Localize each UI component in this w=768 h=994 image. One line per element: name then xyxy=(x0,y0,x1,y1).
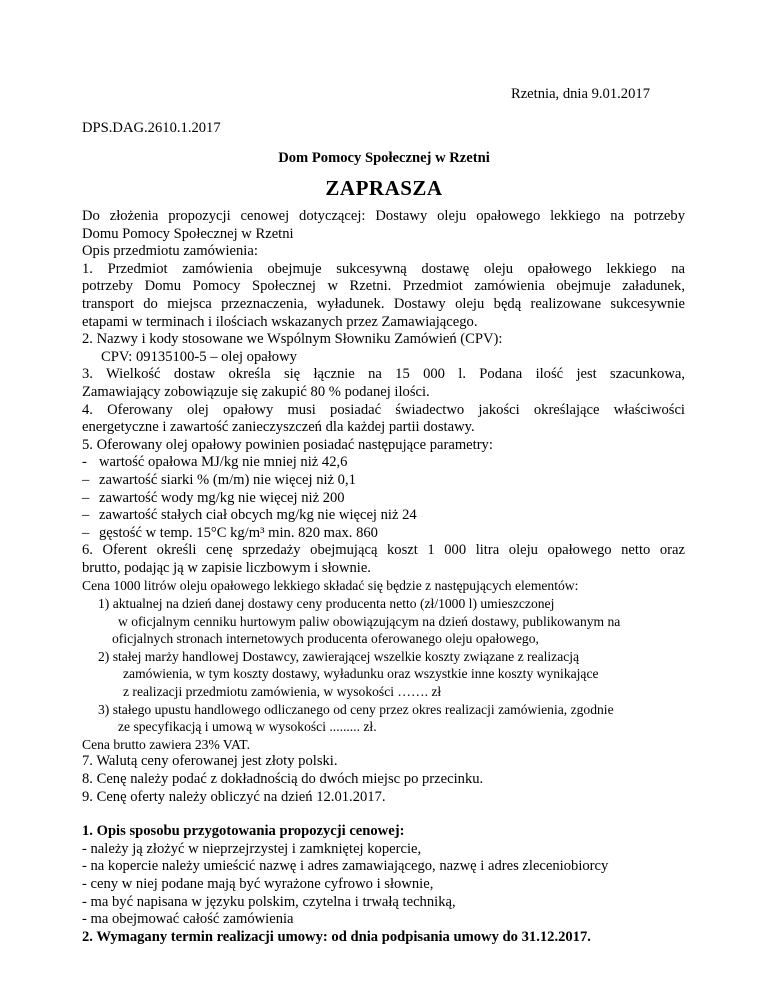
institution-name: Dom Pomocy Społecznej w Rzetni xyxy=(278,150,490,166)
item-3-line: 3. Wielkość dostaw określa się łącznie na 15 000 l. Podana ilość jest szacunkowa, xyxy=(82,366,685,383)
item-1-line: transport do miejsca przeznaczenia, wyładunek. Dostawy oleju będą realizowane sukcesywnie xyxy=(82,295,685,312)
dash-mark: – xyxy=(82,524,90,541)
item-1-line: etapami w terminach i ilościach wskazanych przez Zamawiającego. xyxy=(82,313,478,330)
component-2-line: zamówienia, w tym koszty dostawy, wyładunku oraz wszystkie inne koszty wynikające xyxy=(123,666,599,682)
dash-mark: - xyxy=(82,454,87,471)
param-text: zawartość stałych ciał obcych mg/kg nie więcej niż 24 xyxy=(99,507,417,524)
item-8: 8. Cenę należy podać z dokładnością do dwóch miejsc po przecinku. xyxy=(82,771,484,787)
dash-mark: – xyxy=(82,489,90,506)
item-6-line: 6. Oferent określi cenę sprzedaży obejmującą koszt 1 000 litra oleju opałowego netto oraz xyxy=(82,542,685,559)
preparation-line: - należy ją złożyć w nieprzejrzystej i zamkniętej kopercie, xyxy=(82,840,422,857)
component-2-line: 2) stałej marży handlowej Dostawcy, zawierającej wszelkie koszty związane z realizacją xyxy=(98,648,580,664)
document-body xyxy=(82,208,685,946)
param-text: zawartość siarki % (m/m) nie więcej niż 0,1 xyxy=(99,471,356,488)
section-label: Opis przedmiotu zamówienia: xyxy=(82,243,258,260)
preparation-line: - ma obejmować całość zamówienia xyxy=(82,911,294,928)
item-6-line: brutto, podając ją w zapisie liczbowym i słownie. xyxy=(82,559,371,576)
component-3-line: ze specyfikacją i umową w wysokości ......... zł. xyxy=(118,719,377,735)
component-2-line: z realizacji przedmiotu zamówienia, w wysokości ……. zł xyxy=(123,684,442,700)
param-text: gęstość w temp. 15°C kg/m³ min. 820 max. 860 xyxy=(99,524,378,541)
param-text: zawartość wody mg/kg nie więcej niż 200 xyxy=(99,489,345,506)
param-item xyxy=(82,454,685,472)
intro-line: Domu Pomocy Społecznej w Rzetni xyxy=(82,225,294,242)
item-3-line: Zamawiający zobowiązuje się zakupić 80 % podanej ilości. xyxy=(82,383,430,400)
preparation-heading: 1. Opis sposobu przygotowania propozycji cenowej: xyxy=(82,823,405,840)
item-2-line: 2. Nazwy i kody stosowane we Wspólnym Słowniku Zamówień (CPV): xyxy=(82,331,503,348)
headline: ZAPRASZA xyxy=(325,176,443,200)
item-4-line: 4. Oferowany olej opałowy musi posiadać świadectwo jakości określające właściwości xyxy=(82,401,685,418)
reference-number: DPS.DAG.2610.1.2017 xyxy=(82,120,221,136)
param-item xyxy=(82,490,685,508)
intro-line: Do złożenia propozycji cenowej dotyczącej: Dostawy oleju opałowego lekkiego na potrzeby xyxy=(82,208,685,224)
vat-note: Cena brutto zawiera 23% VAT. xyxy=(82,736,250,752)
price-components-intro: Cena 1000 litrów oleju opałowego lekkiego składać się będzie z następujących elementów: xyxy=(82,578,579,594)
param-item xyxy=(82,507,685,525)
cpv-code: CPV: 09135100-5 – olej opałowy xyxy=(101,348,297,365)
component-1-line: oficjalnych stronach internetowych producenta oferowanego oleju opałowego, xyxy=(112,631,539,647)
component-1-line: w oficjalnym cenniku hurtowym paliw obowiązującym na dzień dostawy, publikowanym na xyxy=(118,613,621,629)
component-1-line: 1) aktualnej na dzień danej dostawy ceny producenta netto (zł/1000 l) umieszczonej xyxy=(98,596,555,612)
place-date: Rzetnia, dnia 9.01.2017 xyxy=(510,86,650,102)
dash-mark: – xyxy=(82,507,90,524)
dash-mark: – xyxy=(82,471,90,488)
component-3-line: 3) stałego upustu handlowego odliczanego od ceny przez okres realizacji zamówienia, zgodnie xyxy=(98,701,614,717)
item-5-line: 5. Oferowany olej opałowy powinien posiadać następujące parametry: xyxy=(82,436,493,453)
preparation-line: - na kopercie należy umieścić nazwę i adres zamawiającego, nazwę i adres zleceniobiorcy xyxy=(82,858,609,875)
param-item xyxy=(82,525,685,543)
preparation-line: - ma być napisana w języku polskim, czytelna i trwałą techniką, xyxy=(82,893,456,910)
param-text: wartość opałowa MJ/kg nie mniej niż 42,6 xyxy=(99,454,348,471)
item-4-line: energetyczne i zawartość zanieczyszczeń dla każdej partii dostawy. xyxy=(82,419,475,436)
item-1-line: potrzeby Domu Pomocy Społecznej w Rzetni. Przedmiot zamówienia obejmuje załadunek, xyxy=(82,278,685,295)
item-1-line: 1. Przedmiot zamówienia obejmuje sukcesywną dostawę oleju opałowego lekkiego na xyxy=(82,260,685,277)
param-item xyxy=(82,472,685,490)
item-9: 9. Cenę oferty należy obliczyć na dzień 12.01.2017. xyxy=(82,788,386,805)
preparation-line: - ceny w niej podane mają być wyrażone cyfrowo i słownie, xyxy=(82,875,434,892)
item-7: 7. Walutą ceny oferowanej jest złoty polski. xyxy=(82,753,338,770)
realization-term: 2. Wymagany termin realizacji umowy: od dnia podpisania umowy do 31.12.2017. xyxy=(82,928,591,945)
